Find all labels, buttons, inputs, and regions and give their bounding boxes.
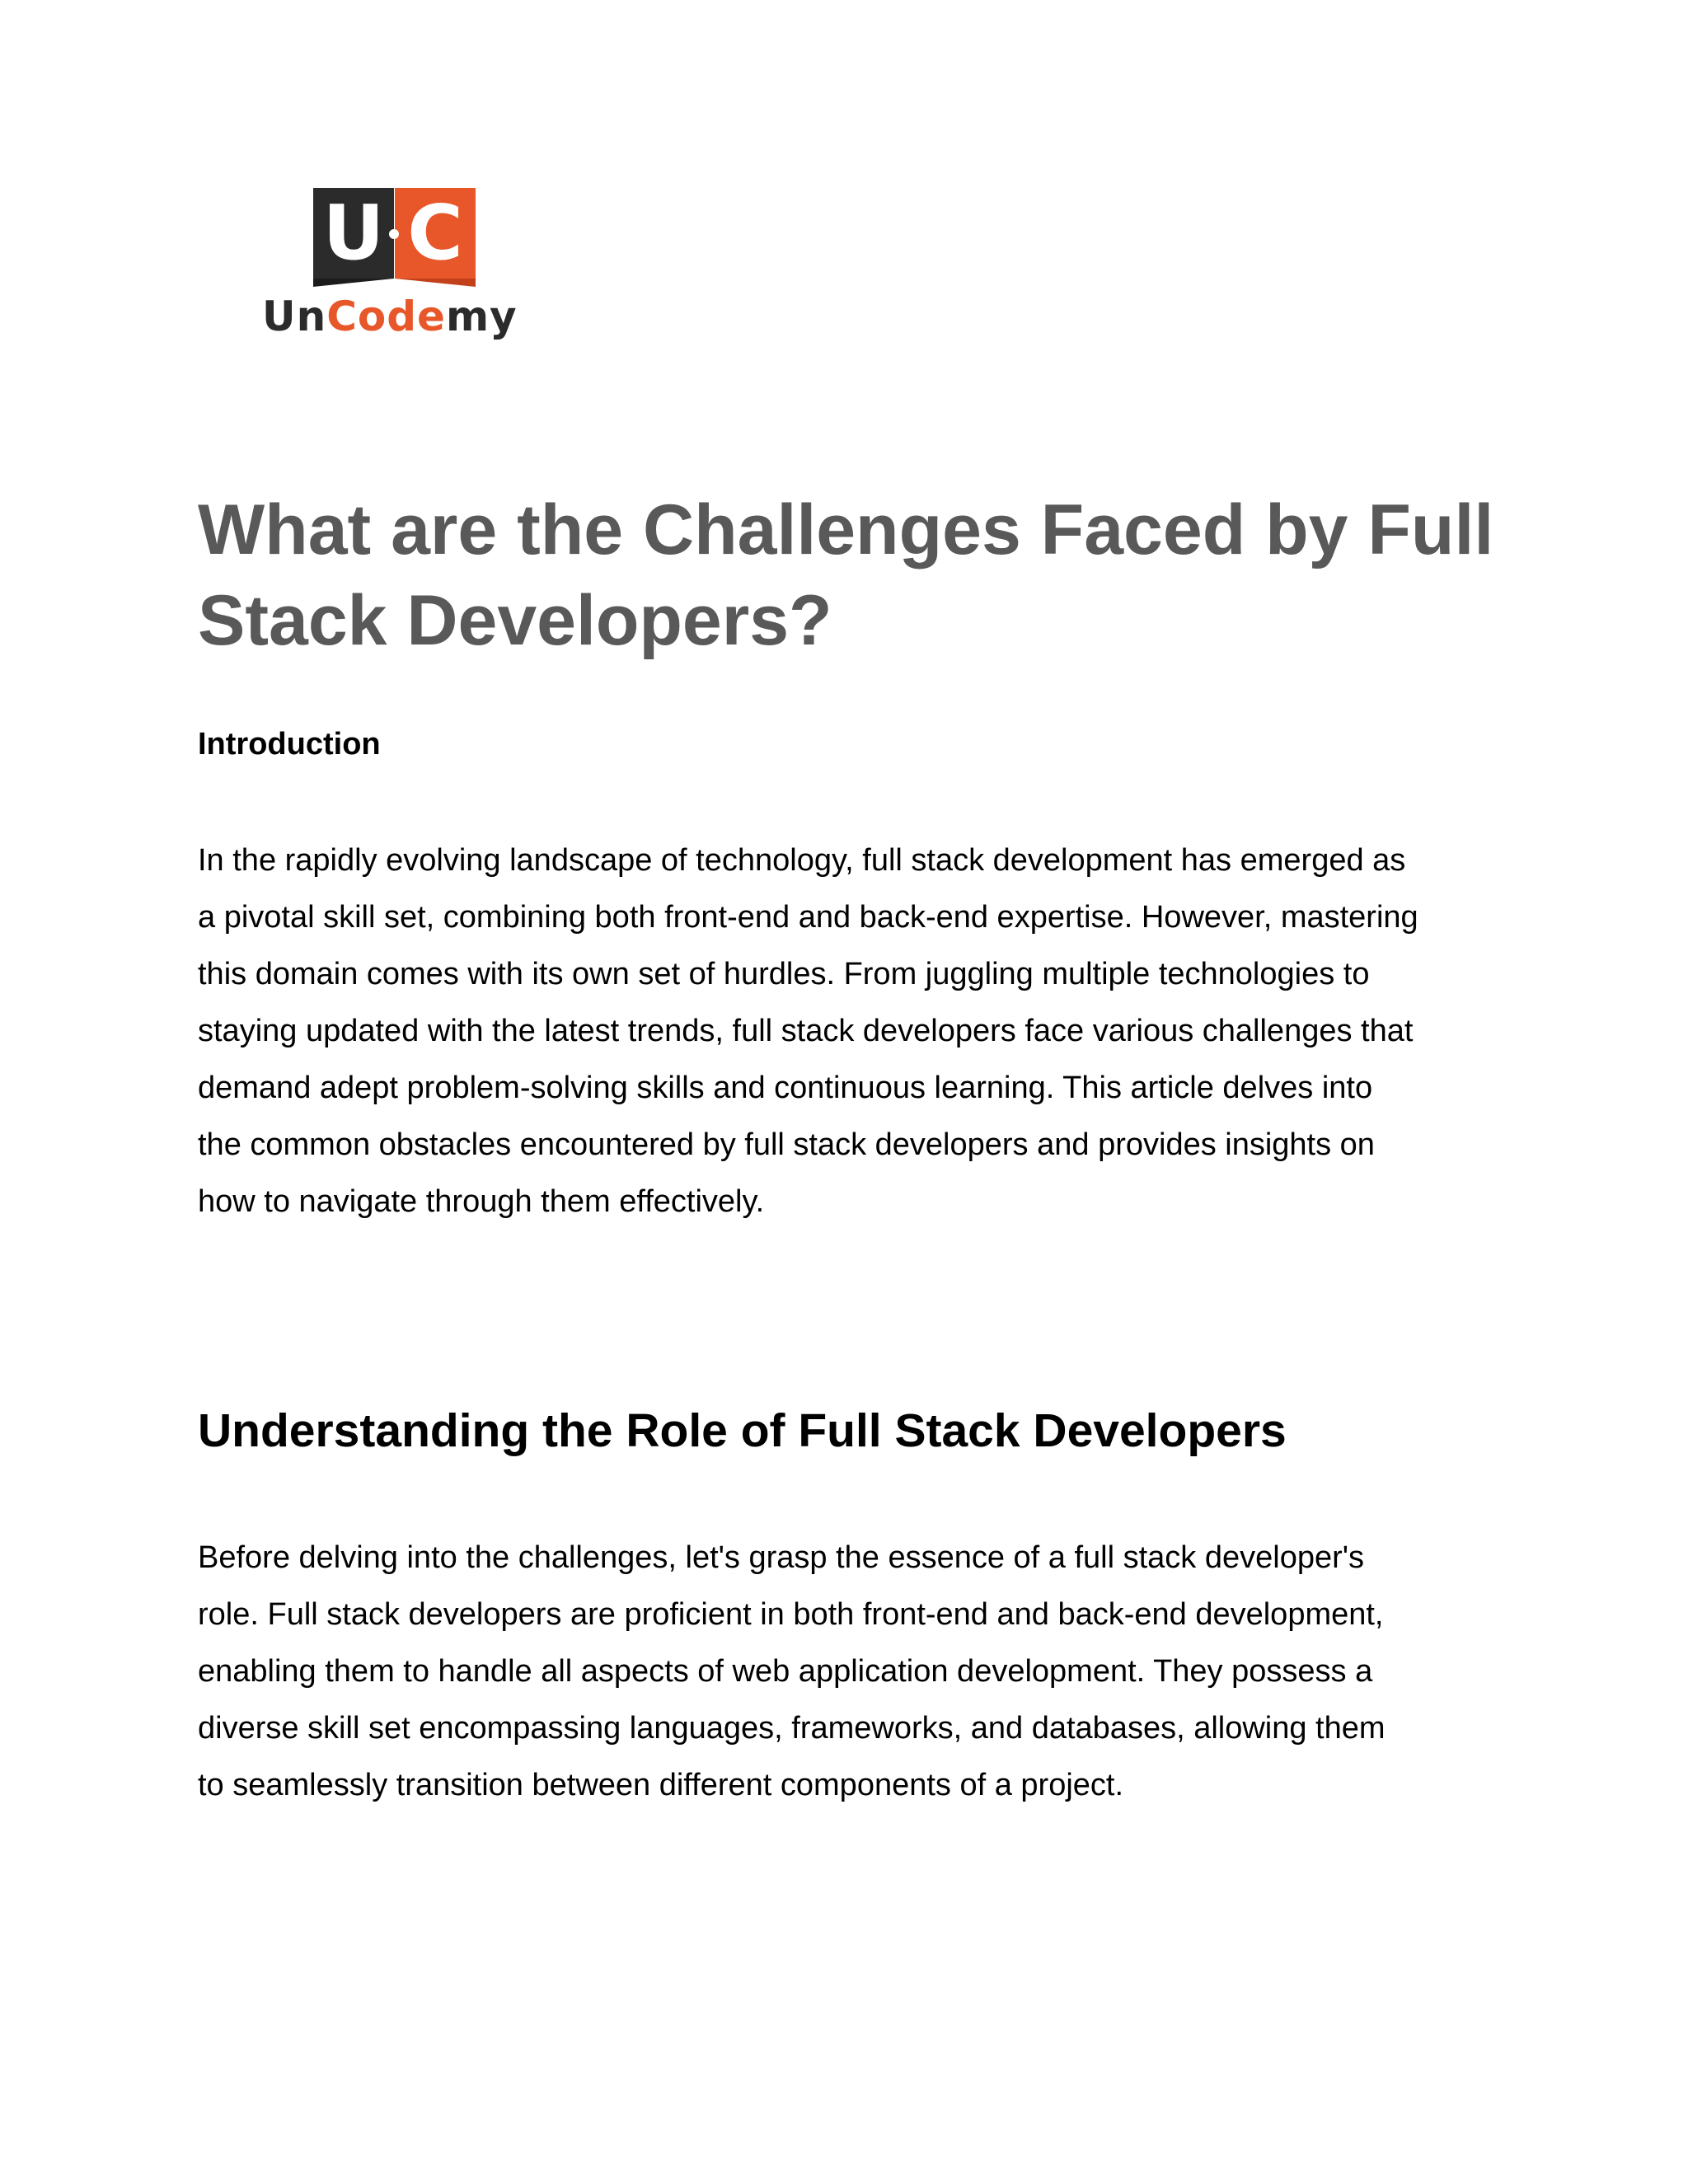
role-section-heading: Understanding the Role of Full Stack Developers xyxy=(198,1404,1287,1457)
logo-dot xyxy=(389,229,399,239)
introduction-line: In the rapidly evolving landscape of technology, full stack development has emerged as xyxy=(198,843,1406,878)
introduction-line: staying updated with the latest trends, full stack developers face various challenges that xyxy=(198,1014,1414,1048)
logo-word-un: Un xyxy=(262,293,327,340)
role-section-line: diverse skill set encompassing languages, frameworks, and databases, allowing them xyxy=(198,1711,1386,1746)
role-section-line: Before delving into the challenges, let's grasp the essence of a full stack developer's xyxy=(198,1540,1365,1575)
logo-mark-icon xyxy=(313,188,476,285)
logo-tab-right xyxy=(395,279,476,287)
role-section-line: enabling them to handle all aspects of web application development. They possess a xyxy=(198,1654,1373,1689)
introduction-heading: Introduction xyxy=(198,727,381,762)
introduction-line: demand adept problem-solving skills and continuous learning. This article delves into xyxy=(198,1071,1373,1105)
introduction-line: a pivotal skill set, combining both front-end and back-end expertise. However, mastering xyxy=(198,900,1418,935)
introduction-line: how to navigate through them effectively. xyxy=(198,1184,765,1219)
introduction-paragraph xyxy=(198,832,1500,1230)
logo-mark-c: C xyxy=(395,188,476,279)
role-section-line: to seamlessly transition between different components of a project. xyxy=(198,1768,1124,1802)
role-section-paragraph xyxy=(198,1530,1500,1814)
page-title-line-2: Stack Developers? xyxy=(198,581,832,660)
logo-word-code: Code xyxy=(326,293,446,340)
page-title-line-1: What are the Challenges Faced by Full xyxy=(198,490,1494,569)
logo-word-my: my xyxy=(445,293,518,340)
role-section-line: role. Full stack developers are proficient in both front-end and back-end development, xyxy=(198,1597,1384,1632)
introduction-line: this domain comes with its own set of hurdles. From juggling multiple technologies to xyxy=(198,957,1370,991)
logo-tab-left xyxy=(313,279,394,287)
logo-wordmark xyxy=(262,292,528,341)
introduction-line: the common obstacles encountered by full stack developers and provides insights on xyxy=(198,1127,1375,1162)
uncodemy-logo xyxy=(262,186,528,348)
logo-mark-u: U xyxy=(313,188,394,279)
page-title xyxy=(198,485,1517,666)
